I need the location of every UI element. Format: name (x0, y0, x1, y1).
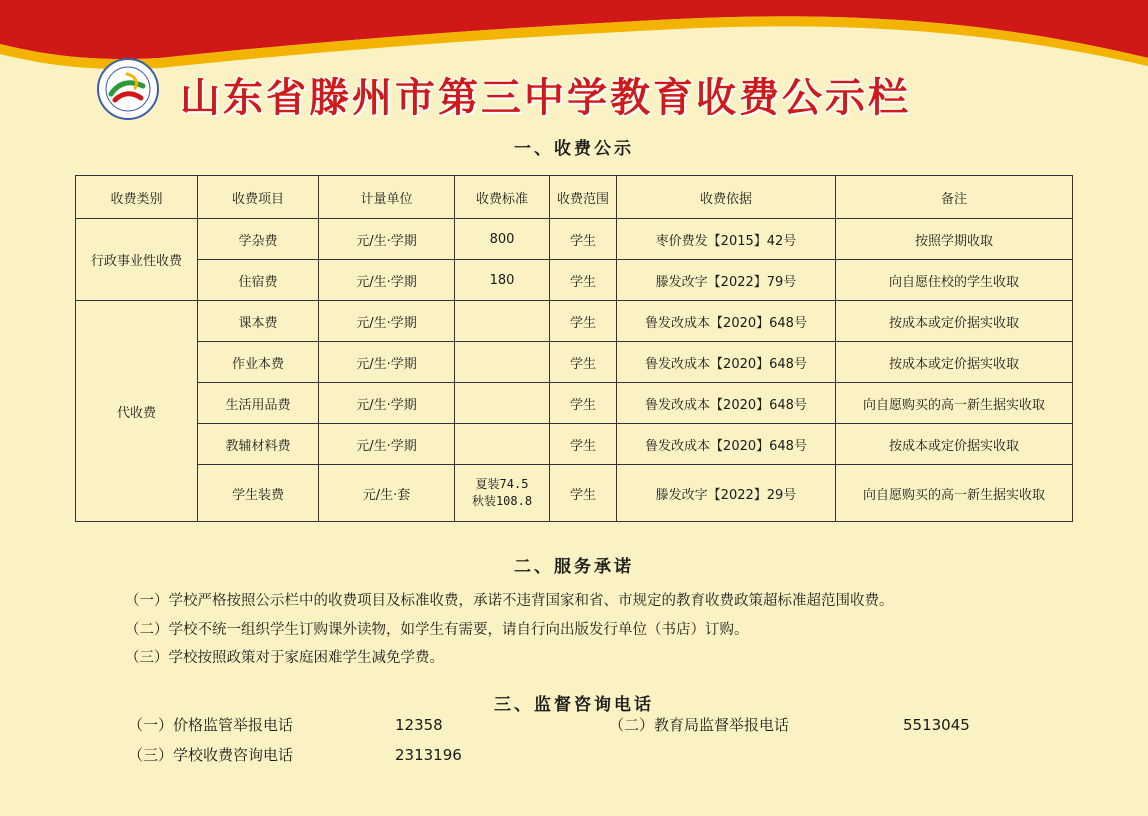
phone-number: 2313196 (395, 746, 462, 764)
table-row (76, 260, 1073, 301)
item-cell: 住宿费 (198, 260, 319, 301)
item-cell: 生活用品费 (198, 383, 319, 424)
unit-cell: 元/生·学期 (319, 301, 455, 342)
basis-cell: 枣价费发【2015】42号 (617, 219, 836, 260)
header-category: 收费类别 (76, 176, 198, 219)
unit-cell: 元/生·学期 (319, 260, 455, 301)
promise-item: （三）学校按照政策对于家庭困难学生减免学费。 (125, 650, 444, 666)
scope-cell: 学生 (550, 219, 617, 260)
standard-cell (455, 424, 550, 465)
header-basis: 收费依据 (617, 176, 836, 219)
note-cell: 按照学期收取 (836, 219, 1073, 260)
unit-cell: 元/生·学期 (319, 424, 455, 465)
scope-cell: 学生 (550, 342, 617, 383)
item-cell: 学生装费 (198, 465, 319, 522)
standard-cell (455, 383, 550, 424)
scope-cell: 学生 (550, 424, 617, 465)
standard-line: 夏装74.5 (475, 477, 529, 491)
basis-cell: 鲁发改成本【2020】648号 (617, 383, 836, 424)
scope-cell: 学生 (550, 301, 617, 342)
table-row (76, 424, 1073, 465)
basis-cell: 鲁发改成本【2020】648号 (617, 342, 836, 383)
phone-label: （二）教育局监督举报电话 (609, 716, 790, 734)
note-cell: 按成本或定价据实收取 (836, 424, 1073, 465)
header-note: 备注 (836, 176, 1073, 219)
standard-cell (455, 342, 550, 383)
section3-title: 三、监督咨询电话 (494, 695, 654, 715)
promise-item: （二）学校不统一组织学生订购课外读物，如学生有需要，请自行向出版发行单位（书店）订购。 (125, 622, 749, 638)
table-row (76, 219, 1073, 260)
header-unit: 计量单位 (319, 176, 455, 219)
section2-title: 二、服务承诺 (514, 557, 634, 577)
note-cell: 向自愿住校的学生收取 (836, 260, 1073, 301)
standard-cell (455, 301, 550, 342)
header-scope: 收费范围 (550, 176, 617, 219)
school-logo (97, 58, 159, 120)
phone-label: （三）学校收费咨询电话 (128, 746, 294, 764)
item-cell: 课本费 (198, 301, 319, 342)
promise-item: （一）学校严格按照公示栏中的收费项目及标准收费，承诺不违背国家和省、市规定的教育收费政策超标准超范围收费。 (125, 593, 894, 609)
standard-line: 秋装108.8 (471, 494, 533, 508)
header-item: 收费项目 (198, 176, 319, 219)
section1-title: 一、收费公示 (514, 139, 634, 159)
standard-cell: 800 (455, 219, 550, 260)
standard-cell: 180 (455, 260, 550, 301)
phone-label: （一）价格监管举报电话 (128, 716, 294, 734)
fee-table (75, 175, 1073, 522)
basis-cell: 鲁发改成本【2020】648号 (617, 424, 836, 465)
table-row (76, 342, 1073, 383)
note-cell: 按成本或定价据实收取 (836, 342, 1073, 383)
scope-cell: 学生 (550, 260, 617, 301)
item-cell: 教辅材料费 (198, 424, 319, 465)
basis-cell: 滕发改字【2022】29号 (617, 465, 836, 522)
table-header-row (76, 176, 1073, 219)
unit-cell: 元/生·学期 (319, 342, 455, 383)
table-row (76, 465, 1073, 522)
standard-cell (455, 465, 550, 522)
basis-cell: 滕发改字【2022】79号 (617, 260, 836, 301)
category-cell: 代收费 (76, 301, 198, 522)
table-row (76, 383, 1073, 424)
unit-cell: 元/生·学期 (319, 383, 455, 424)
basis-cell: 鲁发改成本【2020】648号 (617, 301, 836, 342)
scope-cell: 学生 (550, 465, 617, 522)
page-title: 山东省滕州市第三中学教育收费公示栏 (180, 74, 911, 121)
category-cell: 行政事业性收费 (76, 219, 198, 301)
item-cell: 学杂费 (198, 219, 319, 260)
table-row (76, 301, 1073, 342)
note-cell: 向自愿购买的高一新生据实收取 (836, 465, 1073, 522)
unit-cell: 元/生·套 (319, 465, 455, 522)
phone-number: 5513045 (903, 716, 970, 734)
unit-cell: 元/生·学期 (319, 219, 455, 260)
scope-cell: 学生 (550, 383, 617, 424)
note-cell: 向自愿购买的高一新生据实收取 (836, 383, 1073, 424)
phone-number: 12358 (395, 716, 443, 734)
item-cell: 作业本费 (198, 342, 319, 383)
header-standard: 收费标准 (455, 176, 550, 219)
note-cell: 按成本或定价据实收取 (836, 301, 1073, 342)
